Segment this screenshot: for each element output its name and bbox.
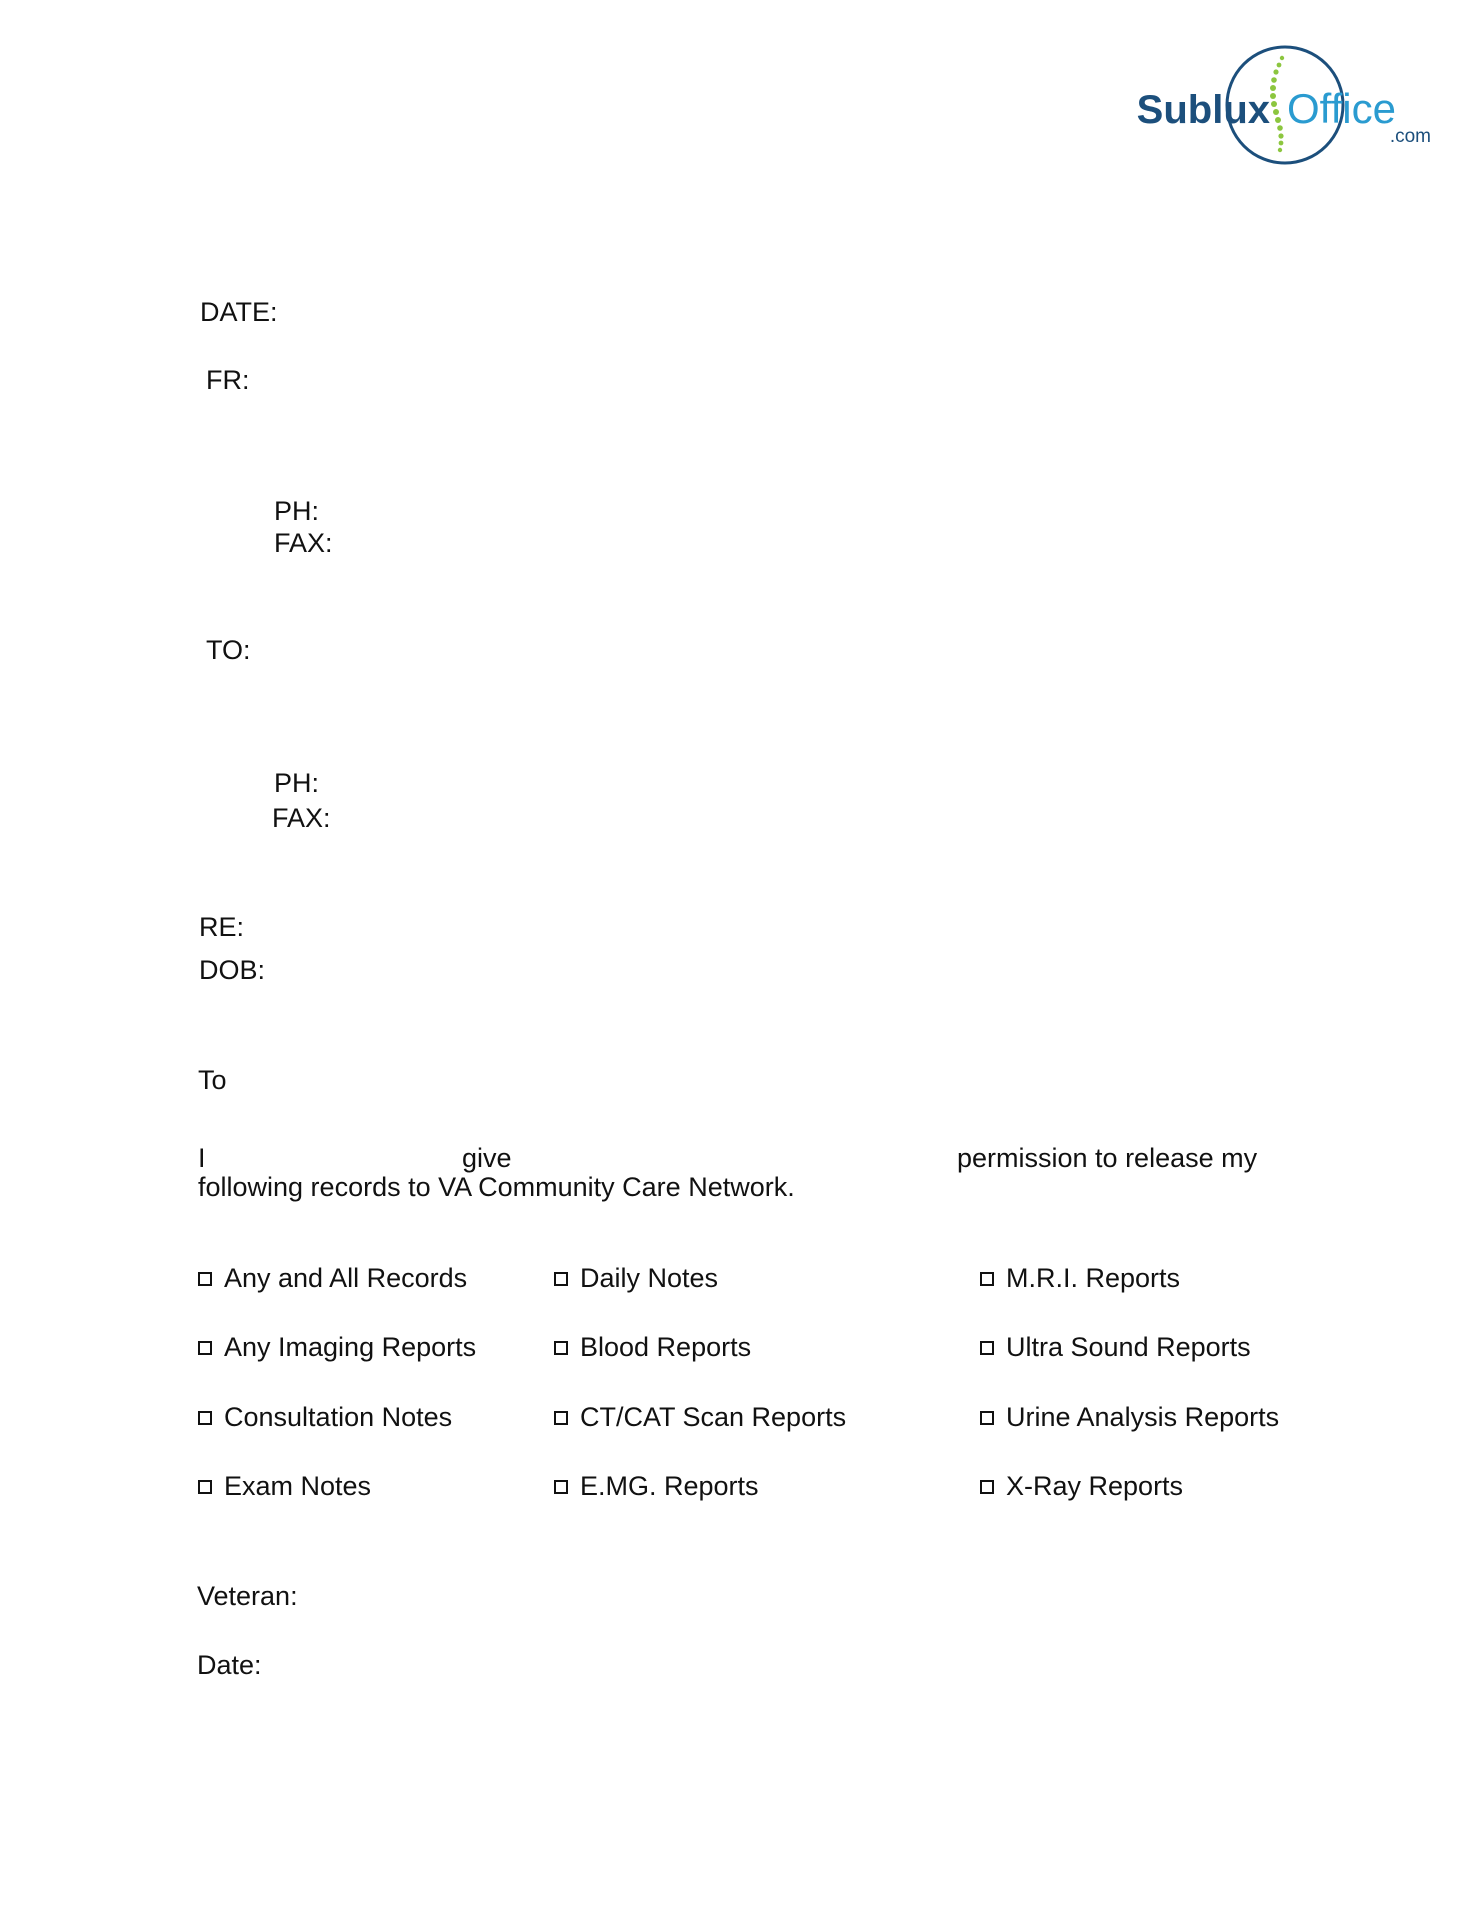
checkbox[interactable] [554,1480,568,1494]
consent-permission: permission to release my [957,1143,1258,1173]
record-option[interactable] [980,1470,1183,1502]
date-label: DATE: [200,297,278,327]
record-label: Ultra Sound Reports [1006,1332,1251,1362]
record-label: Urine Analysis Reports [1006,1402,1280,1432]
consent-line-2: following records to VA Community Care Network. [198,1172,795,1202]
record-label: Any and All Records [224,1263,468,1293]
consent-i: I [198,1143,206,1173]
checkbox[interactable] [198,1411,212,1425]
veteran-label: Veteran: [197,1581,298,1611]
to-label: TO: [206,635,251,665]
checkbox[interactable] [980,1272,994,1286]
record-option[interactable] [198,1470,371,1502]
checkbox[interactable] [980,1480,994,1494]
record-option[interactable] [554,1401,846,1433]
record-label: Consultation Notes [224,1402,453,1432]
checkbox[interactable] [554,1272,568,1286]
record-option[interactable] [198,1331,476,1363]
checkbox[interactable] [554,1411,568,1425]
from-label: FR: [206,365,250,395]
record-option[interactable] [554,1470,759,1502]
record-option[interactable] [554,1262,718,1294]
from-phone-label: PH: [274,496,320,526]
checkbox[interactable] [980,1411,994,1425]
record-option[interactable] [980,1262,1180,1294]
logo-brand-left: Sublux [1136,88,1270,132]
checkbox[interactable] [554,1341,568,1355]
sublux-office-logo [1125,42,1455,172]
record-label: X-Ray Reports [1006,1471,1184,1501]
record-option[interactable] [554,1331,751,1363]
to-fax-label: FAX: [272,803,331,833]
salutation: To [198,1065,227,1095]
from-fax-label: FAX: [274,528,333,558]
record-option[interactable] [980,1331,1251,1363]
checkbox[interactable] [980,1341,994,1355]
record-label: Exam Notes [224,1471,372,1501]
checkbox[interactable] [198,1341,212,1355]
checkbox[interactable] [198,1272,212,1286]
record-label: E.MG. Reports [580,1471,759,1501]
record-option[interactable] [198,1401,452,1433]
record-label: Daily Notes [580,1263,719,1293]
record-option[interactable] [198,1262,467,1294]
record-label: M.R.I. Reports [1006,1263,1181,1293]
consent-give: give [462,1143,512,1173]
to-phone-label: PH: [274,768,320,798]
record-label: Any Imaging Reports [224,1332,477,1362]
logo-brand-right: Office [1287,85,1396,132]
logo-brand-suffix: .com [1389,126,1431,147]
checkbox[interactable] [198,1480,212,1494]
record-option[interactable] [980,1401,1279,1433]
record-label: CT/CAT Scan Reports [580,1402,847,1432]
dob-label: DOB: [199,955,266,985]
record-label: Blood Reports [580,1332,752,1362]
signature-date-label: Date: [197,1650,262,1680]
re-label: RE: [199,912,245,942]
